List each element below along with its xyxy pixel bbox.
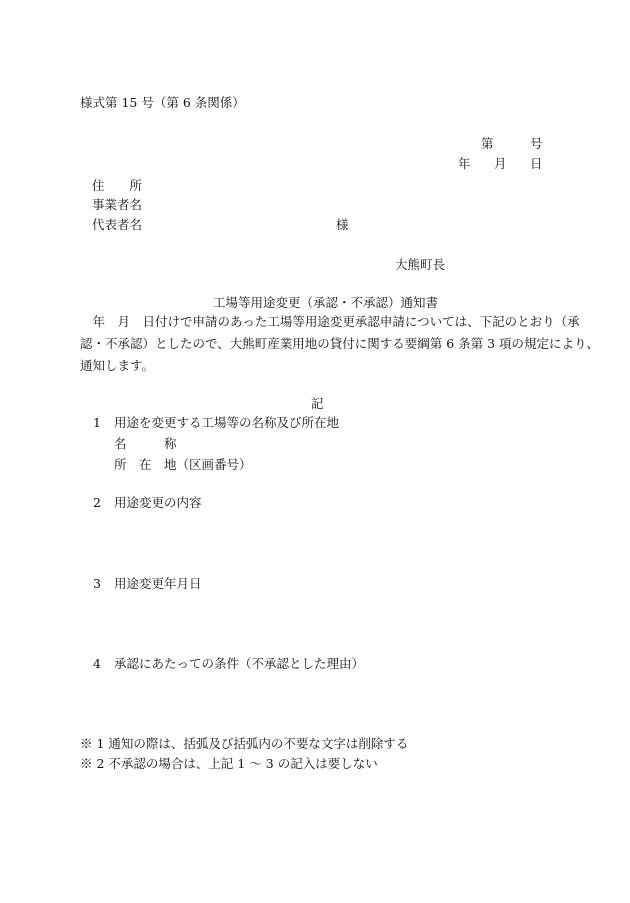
issuer: 大熊町長 <box>395 257 446 272</box>
item-4-number: 4 <box>93 656 101 671</box>
address-label: 住 所 <box>92 178 143 193</box>
item-2-number: 2 <box>93 495 101 510</box>
date-day: 日 <box>530 156 543 171</box>
item-3-label: 用途変更年月日 <box>114 576 202 591</box>
honorific: 様 <box>336 217 349 232</box>
business-name-label: 事業者名 <box>92 197 143 212</box>
body-line: 通知します。 <box>80 358 155 373</box>
ki-heading: 記 <box>311 396 324 411</box>
item-1-label: 用途を変更する工場等の名称及び所在地 <box>114 415 340 430</box>
item-2-label: 用途変更の内容 <box>114 495 202 510</box>
item-1-name-label: 名 称 <box>114 436 177 451</box>
note-1: ※ 1 通知の際は、括弧及び括弧内の不要な文字は削除する <box>80 736 409 751</box>
item-4-label: 承認にあたっての条件（不承認とした理由） <box>114 656 365 671</box>
body-line: 認・不承認）としたので、大熊町産業用地の貸付に関する要綱第 6 条第 3 項の規定により、 <box>80 336 600 351</box>
date-year: 年 <box>458 156 471 171</box>
representative-label: 代表者名 <box>92 217 143 232</box>
number-dai: 第 <box>481 136 494 151</box>
body-paragraph <box>80 311 600 377</box>
document-title: 工場等用途変更（承認・不承認）通知書 <box>213 295 439 310</box>
date-month: 月 <box>494 156 507 171</box>
item-1-location-label: 所 在 地（区画番号） <box>114 457 252 472</box>
form-number: 様式第 15 号（第 6 条関係） <box>80 95 245 110</box>
item-3-number: 3 <box>93 576 101 591</box>
number-go: 号 <box>530 136 543 151</box>
item-1-number: 1 <box>93 415 101 430</box>
body-line: 年 月 日付けで申請のあった工場等用途変更承認申請については、下記のとおり（承 <box>80 314 580 329</box>
note-2: ※ 2 不承認の場合は、上記 1 ～ 3 の記入は要しない <box>80 756 378 771</box>
